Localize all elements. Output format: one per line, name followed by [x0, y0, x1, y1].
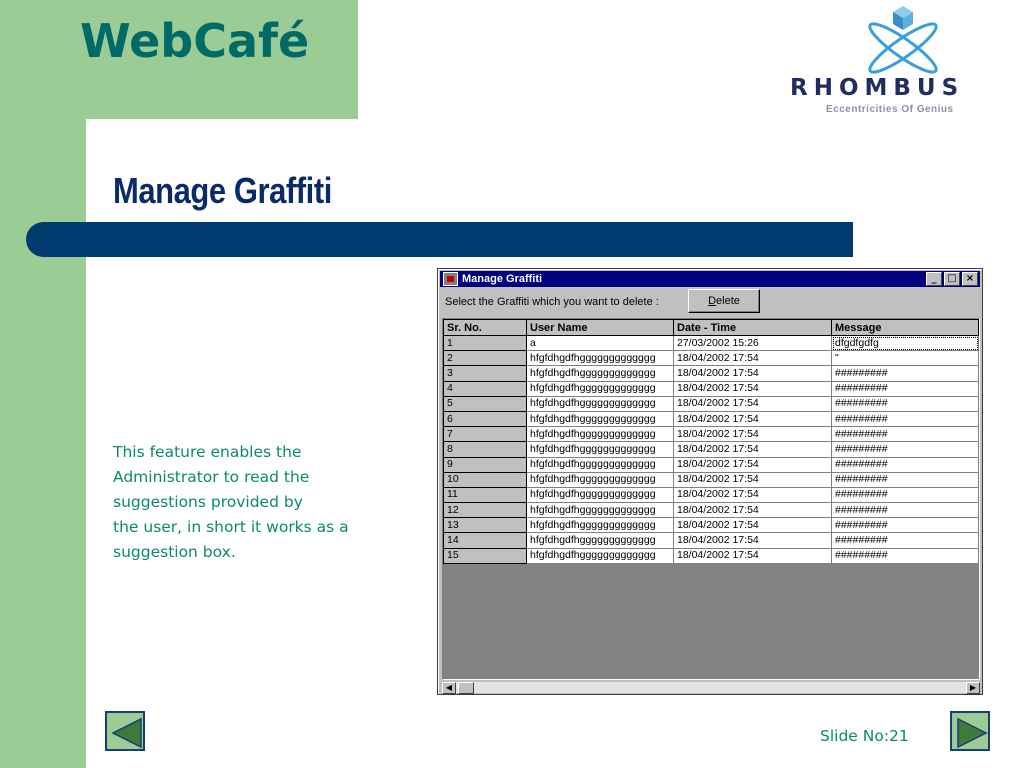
cell-message[interactable]: dfgdfgdfg — [832, 336, 979, 351]
cell-user-name[interactable]: hfgfdhgdfhggggggggggggg — [527, 457, 674, 472]
table-row[interactable] — [444, 442, 979, 457]
col-header-message[interactable]: Message — [832, 320, 979, 336]
cell-date-time[interactable]: 18/04/2002 17:54 — [674, 442, 832, 457]
table-row[interactable] — [444, 336, 979, 351]
table-row[interactable] — [444, 503, 979, 518]
slide-title: Manage Graffiti — [113, 170, 332, 211]
cell-date-time[interactable]: 18/04/2002 17:54 — [674, 548, 832, 563]
window-title: Manage Graffiti — [462, 273, 543, 285]
table-row[interactable] — [444, 381, 979, 396]
manage-graffiti-window — [437, 268, 983, 695]
cell-user-name[interactable]: hfgfdhgdfhggggggggggggg — [527, 396, 674, 411]
window-controls — [926, 272, 978, 286]
cell-user-name[interactable]: hfgfdhgdfhggggggggggggg — [527, 427, 674, 442]
cell-message[interactable]: " — [832, 351, 979, 366]
minimize-icon[interactable]: _ — [926, 272, 942, 286]
col-header-sr-no[interactable]: Sr. No. — [444, 320, 527, 336]
cell-date-time[interactable]: 18/04/2002 17:54 — [674, 472, 832, 487]
delete-button[interactable] — [688, 289, 760, 313]
window-titlebar[interactable] — [440, 271, 980, 287]
cell-sr-no[interactable]: 12 — [444, 503, 527, 518]
delete-label: elete — [716, 295, 740, 307]
table-row[interactable] — [444, 472, 979, 487]
cell-date-time[interactable]: 18/04/2002 17:54 — [674, 381, 832, 396]
cell-date-time[interactable]: 18/04/2002 17:54 — [674, 518, 832, 533]
triangle-right-icon — [955, 716, 989, 750]
cell-user-name[interactable]: hfgfdhgdfhggggggggggggg — [527, 381, 674, 396]
cell-sr-no[interactable]: 2 — [444, 351, 527, 366]
description-line: This feature enables the — [113, 443, 302, 461]
cell-sr-no[interactable]: 14 — [444, 533, 527, 548]
cell-user-name[interactable]: a — [527, 336, 674, 351]
cell-sr-no[interactable]: 3 — [444, 366, 527, 381]
cell-message[interactable]: ######### — [832, 396, 979, 411]
cell-sr-no[interactable]: 8 — [444, 442, 527, 457]
description-line: suggestions provided by — [113, 493, 303, 511]
cell-message[interactable]: ######### — [832, 548, 979, 563]
cell-date-time[interactable]: 18/04/2002 17:54 — [674, 427, 832, 442]
table-row[interactable] — [444, 548, 979, 563]
cell-message[interactable]: ######### — [832, 427, 979, 442]
cell-sr-no[interactable]: 11 — [444, 487, 527, 502]
table-header-row — [444, 320, 979, 336]
cell-date-time[interactable]: 18/04/2002 17:54 — [674, 533, 832, 548]
cell-user-name[interactable]: hfgfdhgdfhggggggggggggg — [527, 351, 674, 366]
cell-message[interactable]: ######### — [832, 457, 979, 472]
cell-user-name[interactable]: hfgfdhgdfhggggggggggggg — [527, 518, 674, 533]
app-icon — [443, 272, 458, 286]
table-row[interactable] — [444, 518, 979, 533]
col-header-user-name[interactable]: User Name — [527, 320, 674, 336]
table-row[interactable] — [444, 411, 979, 426]
cell-sr-no[interactable]: 1 — [444, 336, 527, 351]
scroll-right-icon[interactable]: ▶ — [966, 682, 980, 694]
cell-date-time[interactable]: 18/04/2002 17:54 — [674, 487, 832, 502]
graffiti-rows — [444, 336, 979, 564]
close-icon[interactable]: × — [962, 272, 978, 286]
slide-description — [113, 440, 403, 565]
cell-sr-no[interactable]: 4 — [444, 381, 527, 396]
table-row[interactable] — [444, 427, 979, 442]
table-row[interactable] — [444, 533, 979, 548]
cell-user-name[interactable]: hfgfdhgdfhggggggggggggg — [527, 487, 674, 502]
slide-number: Slide No:21 — [820, 727, 909, 745]
cell-user-name[interactable]: hfgfdhgdfhggggggggggggg — [527, 442, 674, 457]
cell-message[interactable]: ######### — [832, 518, 979, 533]
cell-sr-no[interactable]: 9 — [444, 457, 527, 472]
table-row[interactable] — [444, 457, 979, 472]
previous-slide-button[interactable] — [105, 711, 145, 751]
table-row[interactable] — [444, 396, 979, 411]
cell-message[interactable]: ######### — [832, 381, 979, 396]
cell-user-name[interactable]: hfgfdhgdfhggggggggggggg — [527, 472, 674, 487]
triangle-left-icon — [110, 716, 144, 750]
horizontal-scrollbar[interactable] — [442, 681, 980, 693]
maximize-icon[interactable]: □ — [944, 272, 960, 286]
description-line: Administrator to read the — [113, 468, 310, 486]
col-header-date-time[interactable]: Date - Time — [674, 320, 832, 336]
cell-user-name[interactable]: hfgfdhgdfhggggggggggggg — [527, 548, 674, 563]
cell-date-time[interactable]: 18/04/2002 17:54 — [674, 396, 832, 411]
delete-accelerator: D — [708, 295, 717, 307]
cell-sr-no[interactable]: 15 — [444, 548, 527, 563]
cell-date-time[interactable]: 27/03/2002 15:26 — [674, 336, 832, 351]
cell-date-time[interactable]: 18/04/2002 17:54 — [674, 366, 832, 381]
graffiti-table — [443, 319, 979, 564]
cell-date-time[interactable]: 18/04/2002 17:54 — [674, 457, 832, 472]
next-slide-button[interactable] — [950, 711, 990, 751]
cell-message[interactable]: ######### — [832, 503, 979, 518]
cell-date-time[interactable]: 18/04/2002 17:54 — [674, 503, 832, 518]
logo-name: RHOMBUS — [790, 75, 965, 101]
cell-user-name[interactable]: hfgfdhgdfhggggggggggggg — [527, 503, 674, 518]
cell-message[interactable]: ######### — [832, 411, 979, 426]
description-line: suggestion box. — [113, 543, 236, 561]
cell-message[interactable]: ######### — [832, 487, 979, 502]
cell-user-name[interactable]: hfgfdhgdfhggggggggggggg — [527, 366, 674, 381]
cell-sr-no[interactable]: 5 — [444, 396, 527, 411]
cell-sr-no[interactable]: 10 — [444, 472, 527, 487]
cell-date-time[interactable]: 18/04/2002 17:54 — [674, 411, 832, 426]
scroll-thumb[interactable] — [458, 682, 474, 694]
cell-message[interactable]: ######### — [832, 472, 979, 487]
delete-prompt: Select the Graffiti which you want to delete : — [445, 296, 659, 308]
table-row[interactable] — [444, 366, 979, 381]
cell-message[interactable]: ######### — [832, 442, 979, 457]
cell-sr-no[interactable]: 7 — [444, 427, 527, 442]
cell-user-name[interactable]: hfgfdhgdfhggggggggggggg — [527, 533, 674, 548]
cell-user-name[interactable]: hfgfdhgdfhggggggggggggg — [527, 411, 674, 426]
scroll-left-icon[interactable]: ◀ — [442, 682, 456, 694]
table-row[interactable] — [444, 487, 979, 502]
cell-message[interactable]: ######### — [832, 533, 979, 548]
logo-tagline: Eccentricities Of Genius — [826, 104, 954, 115]
table-row[interactable] — [444, 351, 979, 366]
cell-message[interactable]: ######### — [832, 366, 979, 381]
title-bar — [26, 222, 853, 257]
description-line: the user, in short it works as a — [113, 518, 349, 536]
graffiti-grid[interactable] — [442, 318, 980, 680]
cell-date-time[interactable]: 18/04/2002 17:54 — [674, 351, 832, 366]
cell-sr-no[interactable]: 13 — [444, 518, 527, 533]
brand-title: WebCafé — [80, 14, 310, 68]
cell-sr-no[interactable]: 6 — [444, 411, 527, 426]
